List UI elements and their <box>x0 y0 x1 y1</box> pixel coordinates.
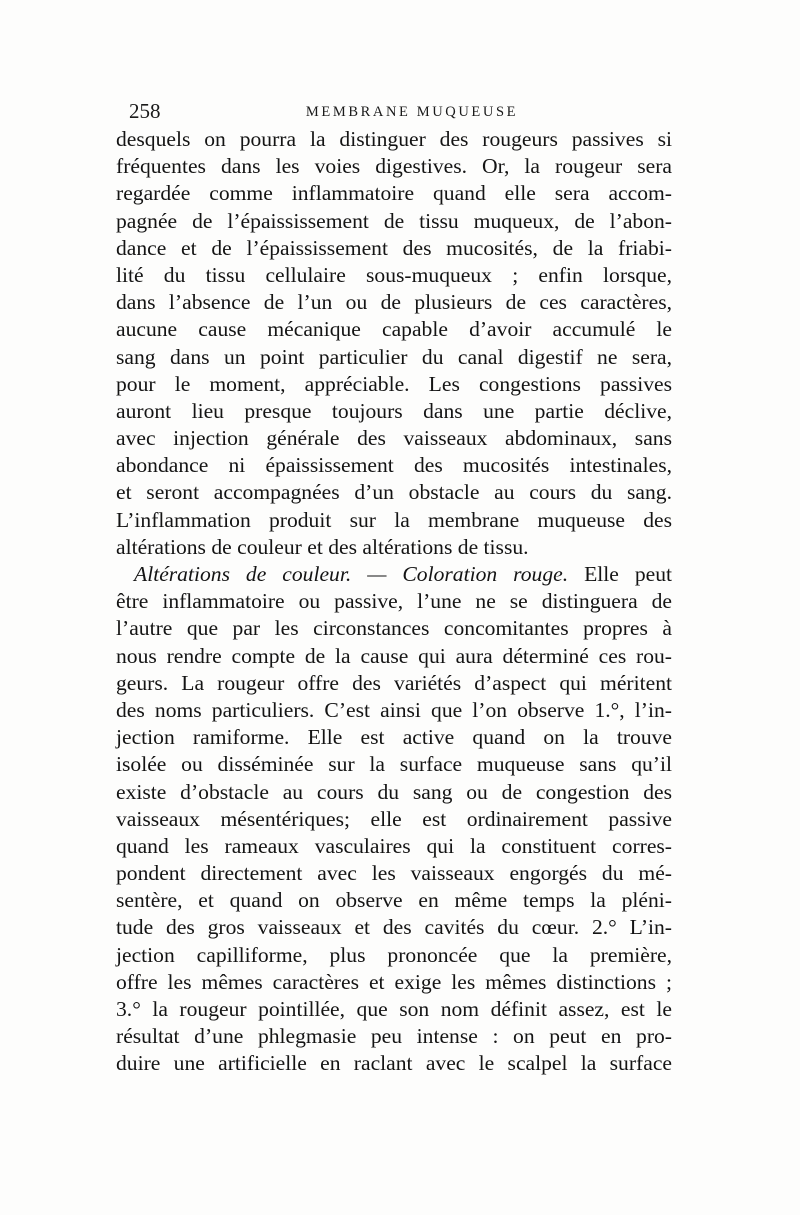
text-line: abondance ni épaississement des mucosités intestinales, <box>116 453 672 478</box>
section-first-line-text: Elle peut <box>584 562 672 586</box>
text-line: L’inflammation produit sur la membrane muqueuse des <box>116 507 672 532</box>
text-line: dans l’absence de l’un ou de plusieurs de ces caractères, <box>116 290 672 315</box>
page-header <box>129 96 673 126</box>
text-line: jection ramiforme. Elle est active quand on la trouve <box>116 725 672 750</box>
text-line: regardée comme inflammatoire quand elle sera accom- <box>116 181 672 206</box>
running-head: MEMBRANE MUQUEUSE <box>305 104 519 120</box>
text-line: 3.° la rougeur pointillée, que son nom définit assez, est le <box>116 997 672 1021</box>
text-line: pour le moment, appréciable. Les congestions passives <box>116 371 672 396</box>
text-line: vaisseaux mésentériques; elle est ordinairement passive <box>116 806 672 831</box>
text-line: dance et de l’épaississement des mucosités, de la friabi- <box>116 235 672 260</box>
text-line: l’autre que par les circonstances concomitantes propres à <box>116 616 672 641</box>
text-line: aucune cause mécanique capable d’avoir accumulé le <box>116 317 672 342</box>
text-line: desquels on pourra la distinguer des rougeurs passives si <box>116 127 672 151</box>
text-line: isolée ou disséminée sur la surface muqueuse sans qu’il <box>116 752 672 777</box>
text-line: lité du tissu cellulaire sous-muqueux ; enfin lorsque, <box>116 262 672 287</box>
section-heading: Altérations de couleur. — Coloration rouge. <box>134 562 569 586</box>
page-number: 258 <box>129 99 161 123</box>
text-line: pagnée de l’épaississement de tissu muqueux, de l’abon- <box>116 208 672 233</box>
text-line: avec injection générale des vaisseaux abdominaux, sans <box>116 426 672 451</box>
text-line: sentère, et quand on observe en même temps la pléni- <box>116 888 672 913</box>
body-text <box>116 126 672 1078</box>
text-line: nous rendre compte de la cause qui aura déterminé ces rou- <box>116 643 672 668</box>
text-line: duire une artificielle en raclant avec le scalpel la surface <box>116 1051 672 1076</box>
text-line: résultat d’une phlegmasie peu intense : on peut en pro- <box>116 1024 672 1049</box>
text-line: des noms particuliers. C’est ainsi que l’on observe 1.°, l’in- <box>116 697 672 722</box>
text-line: jection capilliforme, plus prononcée que la première, <box>116 942 672 967</box>
text-line: tude des gros vaisseaux et des cavités du cœur. 2.° L’in- <box>116 915 672 940</box>
text-line: existe d’obstacle au cours du sang ou de congestion des <box>116 779 672 804</box>
text-line: auront lieu presque toujours dans une partie déclive, <box>116 398 672 423</box>
text-line: être inflammatoire ou passive, l’une ne se distinguera de <box>116 589 672 614</box>
text-line: pondent directement avec les vaisseaux engorgés du mé- <box>116 861 672 886</box>
text-line: et seront accompagnées d’un obstacle au cours du sang. <box>116 480 672 505</box>
section-first-line <box>116 561 672 588</box>
text-line: altérations de couleur et des altérations de tissu. <box>116 534 529 559</box>
text-line: fréquentes dans les voies digestives. Or, la rougeur sera <box>116 154 672 179</box>
text-line: geurs. La rougeur offre des variétés d’aspect qui méritent <box>116 670 672 695</box>
text-line: sang dans un point particulier du canal digestif ne sera, <box>116 344 672 369</box>
text-line: offre les mêmes caractères et exige les mêmes distinctions ; <box>116 969 672 994</box>
text-line: quand les rameaux vasculaires qui la constituent corres- <box>116 833 672 858</box>
